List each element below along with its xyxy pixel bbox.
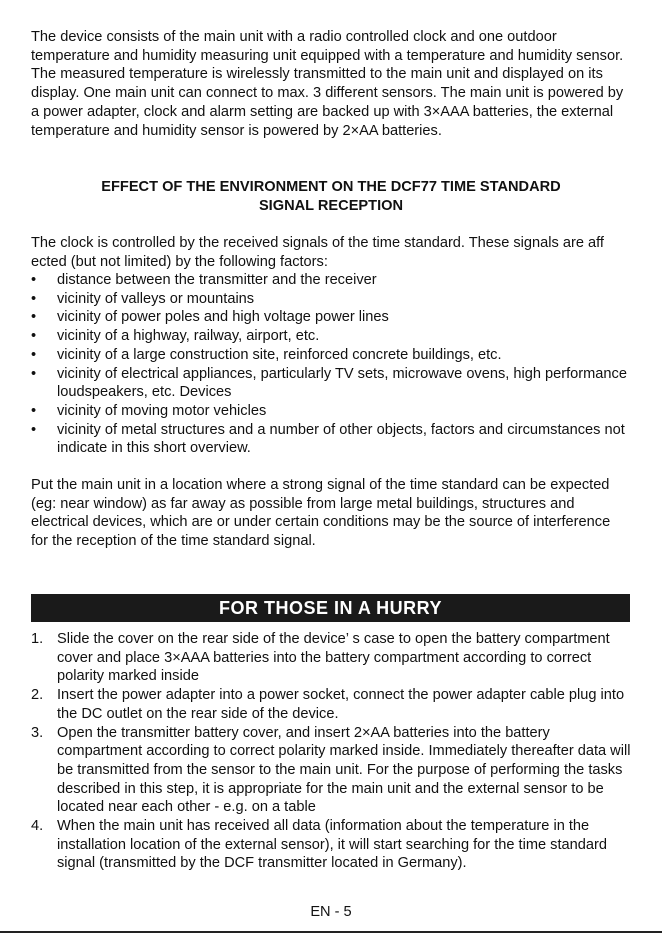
list-item — [31, 421, 631, 458]
bullet-icon: • — [31, 309, 37, 326]
environment-heading — [31, 178, 631, 216]
step-number: 3. — [31, 724, 44, 741]
factor-text: vicinity of valleys or mountains — [57, 290, 255, 307]
list-item — [31, 290, 631, 309]
placement-paragraph: Put the main unit in a location where a strong signal of the time standard can be expected (eg: near window) as far away as possible from large metal buildings, structures and electrical devices, which are or under certain conditions may be the source of interference for the reception of the time standard signal. — [31, 477, 611, 550]
list-item — [31, 271, 631, 290]
list-item — [31, 724, 631, 818]
list-item — [31, 402, 631, 421]
list-item — [31, 686, 631, 723]
section-banner-for-those-in-a-hurry: FOR THOSE IN A HURRY — [31, 594, 630, 622]
bullet-icon: • — [31, 272, 37, 288]
quick-start-steps — [31, 630, 631, 873]
factors-list — [31, 271, 631, 458]
factor-text: vicinity of metal structures and a number of other objects, factors and circumstances not indicate in this short overview. — [57, 421, 625, 457]
bullet-icon: • — [31, 402, 37, 419]
list-item — [31, 308, 631, 327]
list-item — [31, 346, 631, 365]
bullet-icon: • — [31, 421, 37, 438]
list-item — [31, 365, 631, 402]
list-item — [31, 630, 631, 686]
step-text: When the main unit has received all data (information about the temperature in the installation location of the external sensor), it will start searching for the time standard signal (transmitted by the DCF transmitter located in Germany). — [57, 818, 607, 872]
environment-intro-paragraph: The clock is controlled by the received signals of the time standard. These signals are aff ected (but not limited) by the following factors: — [31, 235, 604, 270]
factor-text: vicinity of power poles and high voltage power lines — [57, 309, 389, 326]
factor-text: vicinity of a large construction site, reinforced concrete buildings, etc. — [57, 346, 502, 363]
environment-heading-line-2: SIGNAL RECEPTION — [258, 198, 404, 214]
list-item — [31, 327, 631, 346]
intro-paragraph: The device consists of the main unit with a radio controlled clock and one outdoor temperature and humidity measuring unit equipped with a temperature and humidity sensor. The measured temperature is wirelessly transmitted to the main unit and displayed on its display. One main unit can connect to max. 3 different sensors. The main unit is powered by a power adapter, clock and alarm setting are backed up with 3×AAA batteries, the external temperature and humidity sensor is powered by 2×AA batteries. — [31, 29, 624, 139]
factor-text: vicinity of a highway, railway, airport, etc. — [57, 328, 320, 345]
step-number: 2. — [31, 687, 44, 704]
page-number: EN - 5 — [310, 904, 352, 920]
bullet-icon: • — [31, 346, 37, 363]
factor-text: vicinity of electrical appliances, particularly TV sets, microwave ovens, high performance loudspeakers, etc. Devices — [57, 365, 627, 401]
step-text: Slide the cover on the rear side of the device’ s case to open the battery compartment cover and place 3×AAA batteries into the battery compartment according to correct polarity marked inside — [57, 631, 610, 685]
factor-text: vicinity of moving motor vehicles — [57, 402, 267, 419]
step-number: 4. — [31, 818, 44, 835]
factor-text: distance between the transmitter and the receiver — [57, 272, 377, 288]
bullet-icon: • — [31, 290, 37, 307]
step-text: Insert the power adapter into a power socket, connect the power adapter cable plug into the DC outlet on the rear side of the device. — [57, 687, 625, 722]
step-text: Open the transmitter battery cover, and insert 2×AA batteries into the battery compartment according to correct polarity marked inside. Immediately thereafter data will be transmitted from the sensor to the main unit. For the purpose of performing the tasks described in this step, it is appropriate for the main unit and the external sensor to be located near each other - e.g. on a table — [57, 724, 631, 816]
bullet-icon: • — [31, 365, 37, 382]
environment-heading-line-1: EFFECT OF THE ENVIRONMENT ON THE DCF77 TIME STANDARD — [101, 179, 561, 195]
list-item — [31, 817, 631, 873]
step-number: 1. — [31, 631, 44, 647]
bullet-icon: • — [31, 328, 37, 345]
